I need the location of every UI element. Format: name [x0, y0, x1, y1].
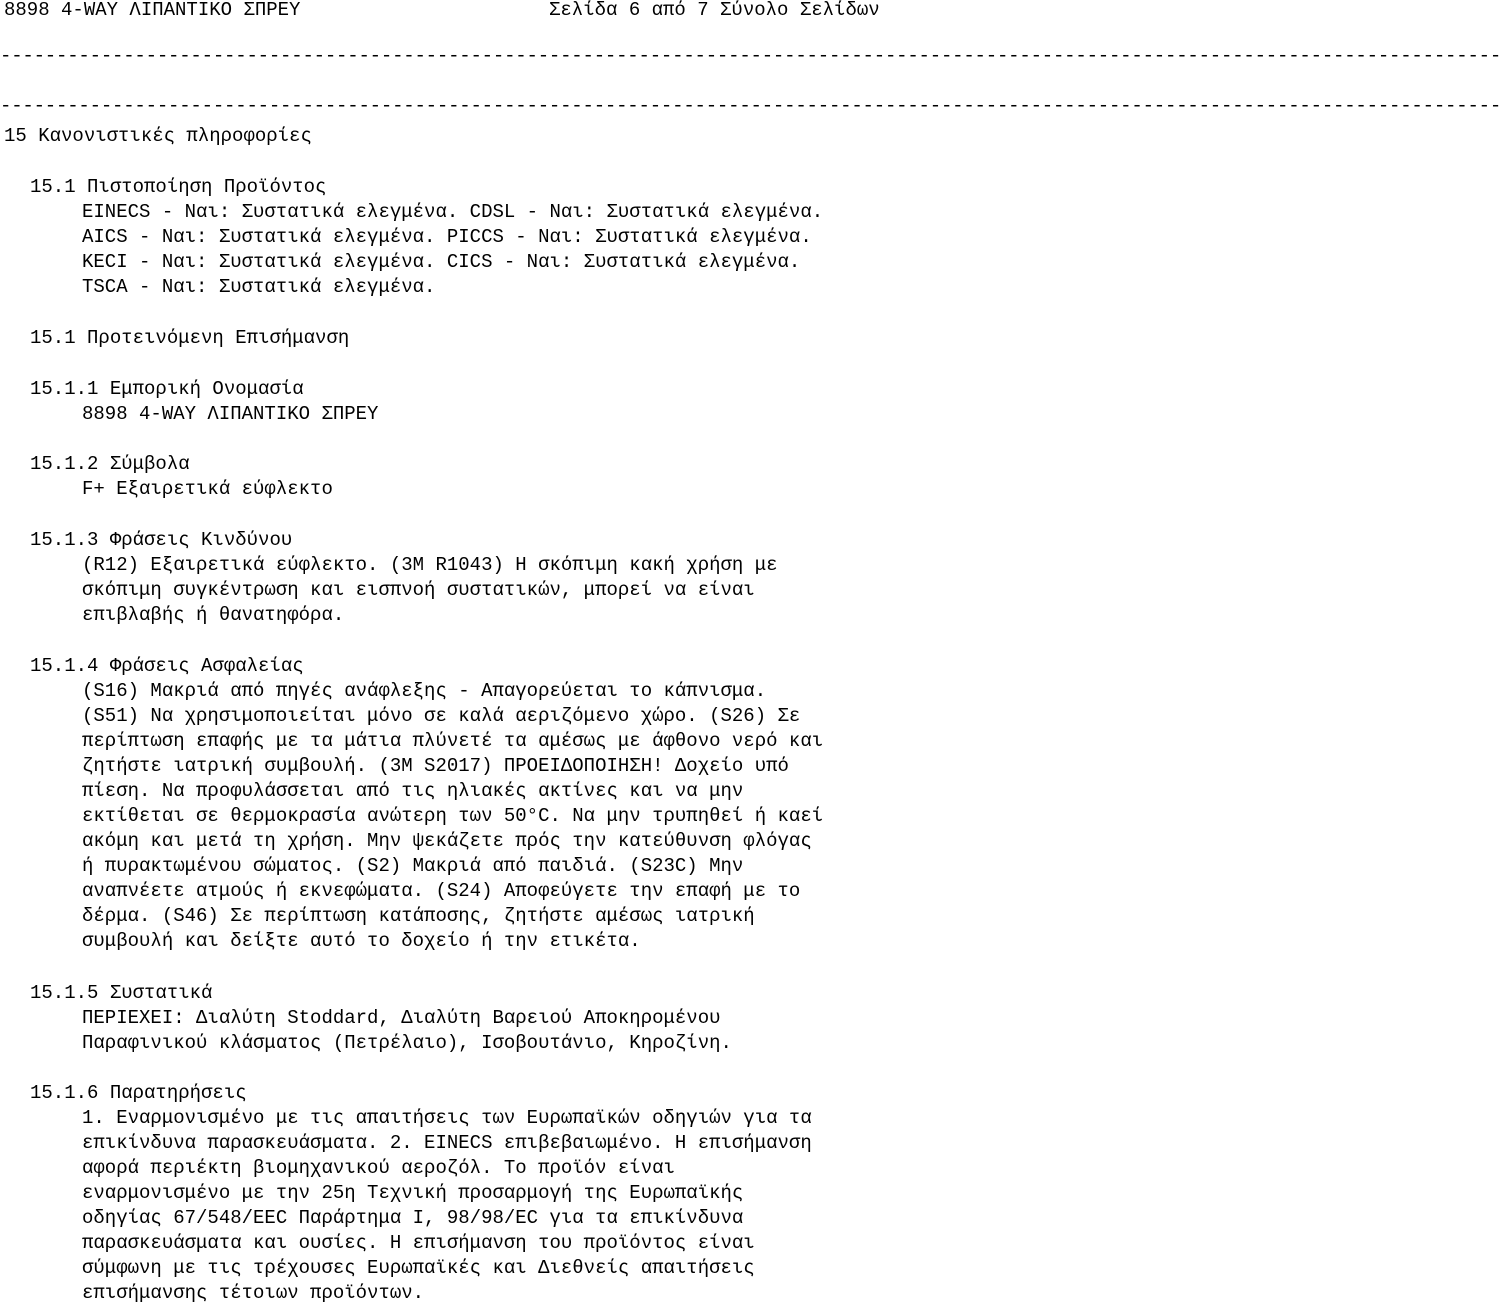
certification-line: AICS - Ναι: Συστατικά ελεγμένα. PICCS - Ναι: Συστατικά ελεγμένα.: [82, 226, 812, 248]
page-header: [0, 0, 1501, 117]
safety-phrase-line: ακόμη και μετά τη χρήση. Μην ψεκάζετε πρός την κατεύθυνση φλόγας: [82, 830, 812, 852]
risk-phrase-line: επιβλαβής ή θανατηφόρα.: [82, 604, 345, 626]
safety-phrase-line: (S16) Μακριά από πηγές ανάφλεξης - Απαγορεύεται το κάπνισμα.: [82, 680, 767, 702]
remarks-line: 1. Εναρμονισμένο με τις απαιτήσεις των Ευρωπαϊκών οδηγιών για τα: [82, 1107, 812, 1129]
safety-phrase-line: αναπνέετε ατμούς ή εκνεφώματα. (S24) Αποφεύγετε την επαφή με το: [82, 880, 801, 902]
certification-line: EINECS - Ναι: Συστατικά ελεγμένα. CDSL - Ναι: Συστατικά ελεγμένα.: [82, 201, 824, 223]
safety-phrase-line: συμβουλή και δείξτε αυτό το δοχείο ή την ετικέτα.: [82, 930, 641, 952]
remarks-line: εναρμονισμένο με την 25η Τεχνική προσαρμογή της Ευρωπαϊκής: [82, 1182, 744, 1204]
section-15-1-4-title: 15.1.4 Φράσεις Ασφαλείας: [30, 655, 304, 677]
header-rule-top: --------------------------------------------------------------------------------------------------------------------------------------: [0, 45, 1501, 67]
certification-line: KECI - Ναι: Συστατικά ελεγμένα. CICS - Ναι: Συστατικά ελεγμένα.: [82, 251, 801, 273]
risk-phrase-line: (R12) Εξαιρετικά εύφλεκτο. (3M R1043) Η σκόπιμη κακή χρήση με: [82, 554, 778, 576]
symbols-value: F+ Εξαιρετικά εύφλεκτο: [82, 478, 333, 500]
section-15-1-6-title: 15.1.6 Παρατηρήσεις: [30, 1082, 247, 1104]
section-15-1-title: 15.1 Πιστοποίηση Προϊόντος: [30, 176, 327, 198]
safety-phrase-line: πίεση. Να προφυλάσσεται από τις ηλιακές ακτίνες και να μην: [82, 780, 744, 802]
section-15-1-5-title: 15.1.5 Συστατικά: [30, 982, 213, 1004]
header-rule-bottom: --------------------------------------------------------------------------------------------------------------------------------------: [0, 95, 1501, 117]
remarks-line: αφορά περιέκτη βιομηχανικού αεροζόλ. Το προϊόν είναι: [82, 1157, 675, 1179]
trade-name-value: 8898 4-WAY ΛΙΠΑΝΤΙΚΟ ΣΠΡΕΥ: [82, 403, 379, 425]
remarks-line: σύμφωνη με τις τρέχουσες Ευρωπαϊκές και Διεθνείς απαιτήσεις: [82, 1257, 755, 1279]
header-product-name: 8898 4-WAY ΛΙΠΑΝΤΙΚΟ ΣΠΡΕΥ: [4, 0, 301, 21]
section-15-1-labeling-title: 15.1 Προτεινόμενη Επισήμανση: [30, 327, 350, 349]
certification-line: TSCA - Ναι: Συστατικά ελεγμένα.: [82, 276, 436, 298]
remarks-line: επικίνδυνα παρασκευάσματα. 2. EINECS επιβεβαιωμένο. Η επισήμανση: [82, 1132, 812, 1154]
section-15-1-2-title: 15.1.2 Σύμβολα: [30, 453, 190, 475]
safety-phrase-line: (S51) Να χρησιμοποιείται μόνο σε καλά αεριζόμενο χώρο. (S26) Σε: [82, 705, 801, 727]
risk-phrase-line: σκόπιμη συγκέντρωση και εισπνοή συστατικών, μπορεί να είναι: [82, 579, 755, 601]
remarks-line: επισήμανσης τέτοιων προϊόντων.: [82, 1282, 425, 1304]
header-page-number: Σελίδα 6 από 7 Σύνολο Σελίδων: [549, 0, 880, 21]
section-15-1-3-title: 15.1.3 Φράσεις Κινδύνου: [30, 529, 293, 551]
safety-phrase-line: εκτίθεται σε θερμοκρασία ανώτερη των 50°C. Να μην τρυπηθεί ή καεί: [82, 805, 824, 827]
remarks-line: οδηγίας 67/548/EEC Παράρτημα Ι, 98/98/EC για τα επικίνδυνα: [82, 1207, 744, 1229]
ingredients-line: ΠΕΡΙΕΧΕΙ: Διαλύτη Stoddard, Διαλύτη Βαρειού Αποκηρομένου: [82, 1007, 721, 1029]
safety-phrase-line: ζητήστε ιατρική συμβουλή. (3M S2017) ΠΡΟΕΙΔΟΠΟΙΗΣΗ! Δοχείο υπό: [82, 755, 789, 777]
remarks-line: παρασκευάσματα και ουσίες. Η επισήμανση του προϊόντος είναι: [82, 1232, 755, 1254]
safety-phrase-line: περίπτωση επαφής με τα μάτια πλύνετέ τα αμέσως με άφθονο νερό και: [82, 730, 824, 752]
section-15-1-1-title: 15.1.1 Εμπορική Ονομασία: [30, 378, 304, 400]
safety-phrase-line: δέρμα. (S46) Σε περίπτωση κατάποσης, ζητήστε αμέσως ιατρική: [82, 905, 755, 927]
section-15-title: 15 Κανονιστικές πληροφορίες: [4, 125, 312, 147]
safety-phrase-line: ή πυρακτωμένου σώματος. (S2) Μακριά από παιδιά. (S23C) Μην: [82, 855, 744, 877]
ingredients-line: Παραφινικού κλάσματος (Πετρέλαιο), Ισοβουτάνιο, Κηροζίνη.: [82, 1032, 732, 1054]
